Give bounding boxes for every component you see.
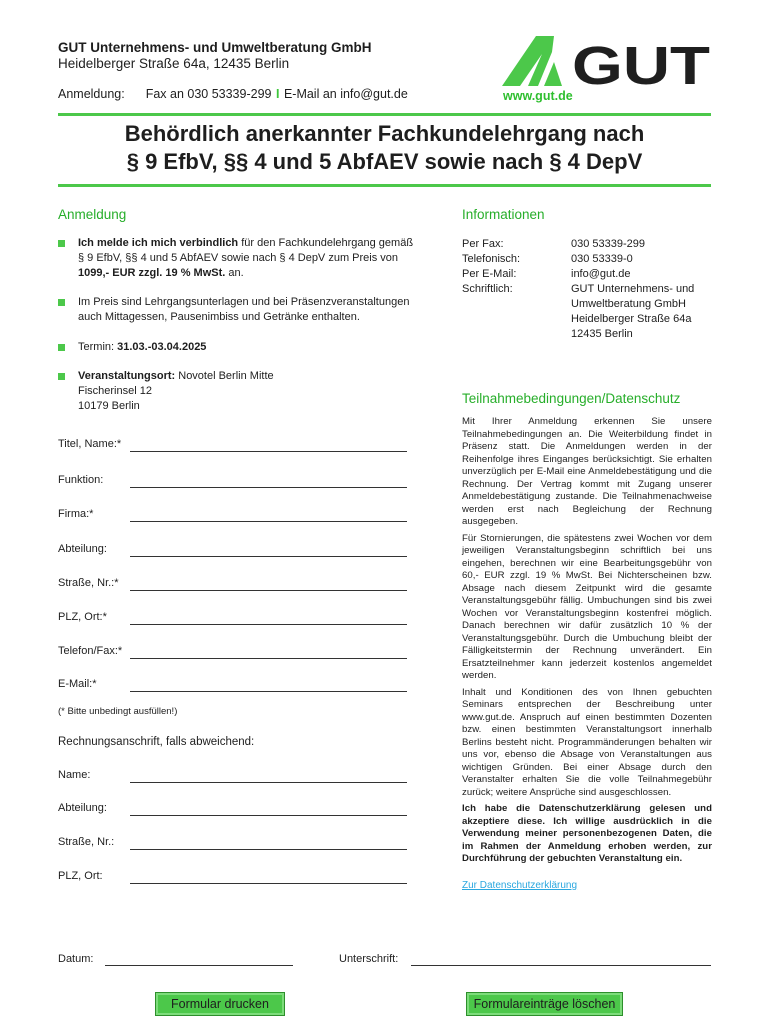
field-input-line[interactable]	[130, 690, 407, 692]
billing-field-label: PLZ, Ort:	[58, 870, 103, 882]
billing-field-input-line[interactable]	[130, 848, 407, 850]
venue-street: Fischerinsel 12	[78, 385, 152, 397]
venue-city: 10179 Berlin	[78, 400, 140, 412]
bullet-included	[78, 295, 438, 325]
billing-field-input-line[interactable]	[130, 882, 407, 884]
termin-label: Termin:	[78, 341, 118, 353]
fax-contact: Fax an 030 53339-299	[145, 87, 272, 101]
billing-field-label: Straße, Nr.:	[58, 836, 115, 848]
billing-field-input-line[interactable]	[130, 781, 407, 783]
info-value: info@gut.de	[571, 268, 631, 280]
info-postal-line: Umweltberatung GmbH	[571, 298, 686, 310]
price-end: an.	[225, 267, 244, 279]
separator: I	[275, 87, 280, 101]
field-input-line[interactable]	[130, 555, 407, 557]
bullet-termin	[78, 340, 438, 355]
info-label: Schriftlich:	[462, 283, 513, 295]
required-note: (* Bitte unbedingt ausfüllen!)	[58, 706, 178, 717]
website-link[interactable]: www.gut.de	[503, 89, 573, 103]
field-input-line[interactable]	[130, 450, 407, 452]
included-line-1: Im Preis sind Lehrgangsunterlagen und bei Präsenzveranstaltungen	[78, 296, 410, 308]
anmeldung-label: Anmeldung:	[58, 87, 125, 101]
info-label: Per E-Mail:	[462, 268, 517, 280]
logo-wordmark: GUT	[572, 36, 710, 96]
print-form-button[interactable]: Formular drucken	[155, 992, 285, 1016]
venue-label: Veranstaltungsort:	[78, 370, 176, 382]
registration-text: für den Fachkundelehrgang gemäß	[238, 237, 414, 249]
bullet-marker	[58, 240, 65, 247]
field-label: Telefon/Fax:*	[58, 645, 123, 657]
billing-heading: Rechnungsanschrift, falls abweichend:	[58, 736, 255, 748]
bullet-venue	[78, 369, 438, 414]
field-label: Abteilung:	[58, 543, 107, 555]
terms-heading: Teilnahmebedingungen/Datenschutz	[462, 391, 681, 406]
billing-field-input-line[interactable]	[130, 814, 407, 816]
date-field[interactable]	[105, 965, 293, 966]
terms-paragraph-2: Für Stornierungen, die spätestens zwei Wochen vor dem jeweiligen Veranstaltungsbeginn schriftlich bei uns eingehen, berechnen wir eine Bearbeitungsgebühr von 60,- EUR zzgl. 19 % MwSt. Bei Nichterscheinen bzw. Absage nach diesem Zeitpunkt wird die gesamte Veranstaltungsgebühr fällig. Umbuchungen sind bis zwei Wochen vor Veranstaltungsbeginn kostenfrei möglich. Danach berechnen wir dafür zusätzlich 10 % der Veranstaltungsgebühr. Durch die Umbuchung bleibt der Fälligkeitstermin der Rechnung unverändert. Ein Ersatzteilnehmer kann jederzeit kostenlos angemeldet werden.	[462, 532, 712, 681]
terms-paragraph-3: Inhalt und Konditionen des von Ihnen gebuchten Seminars entsprechen der Beschreibung unter www.gut.de. Anspruch auf einen bestimmten Dozenten bzw. einen bestimmten Veranstaltungsort innerhalb Berlins besteht nicht. Programmänderungen behalten wir uns vor, ebenso die Absage von Veranstaltungen aus wichtigen Gründen. Bei einer Absage durch den Veranstalter erhalten Sie die volle Teilnahmegebühr zurück; weitere Ansprüche sind ausgeschlossen.	[462, 686, 712, 798]
bullet-registration	[78, 236, 438, 281]
terms-text	[462, 416, 712, 870]
info-postal-line: Heidelberger Straße 64a	[571, 313, 692, 325]
field-input-line[interactable]	[130, 623, 407, 625]
page-title	[58, 120, 711, 176]
venue-name: Novotel Berlin Mitte	[175, 370, 274, 382]
bullet-marker	[58, 299, 65, 306]
registration-bold: Ich melde ich mich verbindlich	[78, 237, 239, 249]
field-input-line[interactable]	[130, 520, 407, 522]
company-address: Heidelberger Straße 64a, 12435 Berlin	[58, 56, 290, 71]
bullet-marker	[58, 373, 65, 380]
signature-label: Unterschrift:	[339, 953, 399, 965]
logo-green-mark	[502, 36, 554, 86]
field-label: Titel, Name:*	[58, 438, 122, 450]
field-input-line[interactable]	[130, 486, 407, 488]
field-input-line[interactable]	[130, 589, 407, 591]
field-label: Firma:*	[58, 508, 94, 520]
info-heading: Informationen	[462, 207, 545, 222]
terms-paragraph-1: Mit Ihrer Anmeldung erkennen Sie unsere Teilnahmebedingungen an. Die Weiterbildung findet in Präsenz statt. Die Anmeldungen werden in der Reihenfolge ihres Einganges berücksichtigt. Sie erhalten unverzüglich per E-Mail eine Anmeldebestätigung und die Rechnung. Der Vertrag kommt mit Zugang unserer Anmeldebestätigung zustande. Die Teilnahmenachweise werden erst nach Begleichung der Rechnung ausgegeben.	[462, 416, 712, 527]
info-label: Per Fax:	[462, 238, 504, 250]
billing-field-label: Abteilung:	[58, 802, 107, 814]
top-divider	[58, 113, 711, 116]
price-bold: 1099,- EUR zzgl. 19 % MwSt.	[78, 267, 226, 279]
signature-field[interactable]	[411, 965, 711, 966]
included-line-2: auch Mittagessen, Pausenimbiss und Getränke enthalten.	[78, 311, 360, 323]
title-line-1: Behördlich anerkannter Fachkundelehrgang nach	[124, 121, 645, 146]
info-postal-line: 12435 Berlin	[571, 328, 633, 340]
title-divider	[58, 184, 711, 187]
bullet-marker	[58, 344, 65, 351]
clear-form-button[interactable]: Formulareinträge löschen	[466, 992, 623, 1016]
date-label: Datum:	[58, 953, 94, 965]
registration-line-2: § 9 EfbV, §§ 4 und 5 AbfAEV sowie nach § 4 DepV zum Preis von	[78, 252, 399, 264]
info-value: 030 53339-0	[571, 253, 633, 265]
info-label: Telefonisch:	[462, 253, 521, 265]
field-input-line[interactable]	[130, 657, 407, 659]
billing-field-label: Name:	[58, 769, 91, 781]
privacy-link[interactable]: Zur Datenschutzerklärung	[462, 880, 578, 891]
info-value: GUT Unternehmens- und	[571, 283, 695, 295]
company-name: GUT Unternehmens- und Umweltberatung GmbH	[58, 40, 372, 55]
termin-value: 31.03.-03.04.2025	[117, 341, 207, 353]
privacy-consent: Ich habe die Datenschutzerklärung gelesen und akzeptiere diese. Ich willige ausdrücklich in die Verwendung meiner personenbezogenen Daten, die im Rahmen der Anmeldung erhoben werden, zur Durchführung der gebuchten Veranstaltung ein.	[462, 803, 712, 864]
field-label: Straße, Nr.:*	[58, 577, 119, 589]
email-contact: E-Mail an info@gut.de	[283, 87, 408, 101]
contact-line	[58, 87, 408, 101]
field-label: PLZ, Ort:*	[58, 611, 107, 623]
info-value: 030 53339-299	[571, 238, 646, 250]
title-line-2: § 9 EfbV, §§ 4 und 5 AbfAEV sowie nach § 4 DepV	[126, 149, 643, 174]
field-label: E-Mail:*	[58, 678, 97, 690]
field-label: Funktion:	[58, 474, 104, 486]
anmeldung-heading: Anmeldung	[58, 207, 127, 222]
